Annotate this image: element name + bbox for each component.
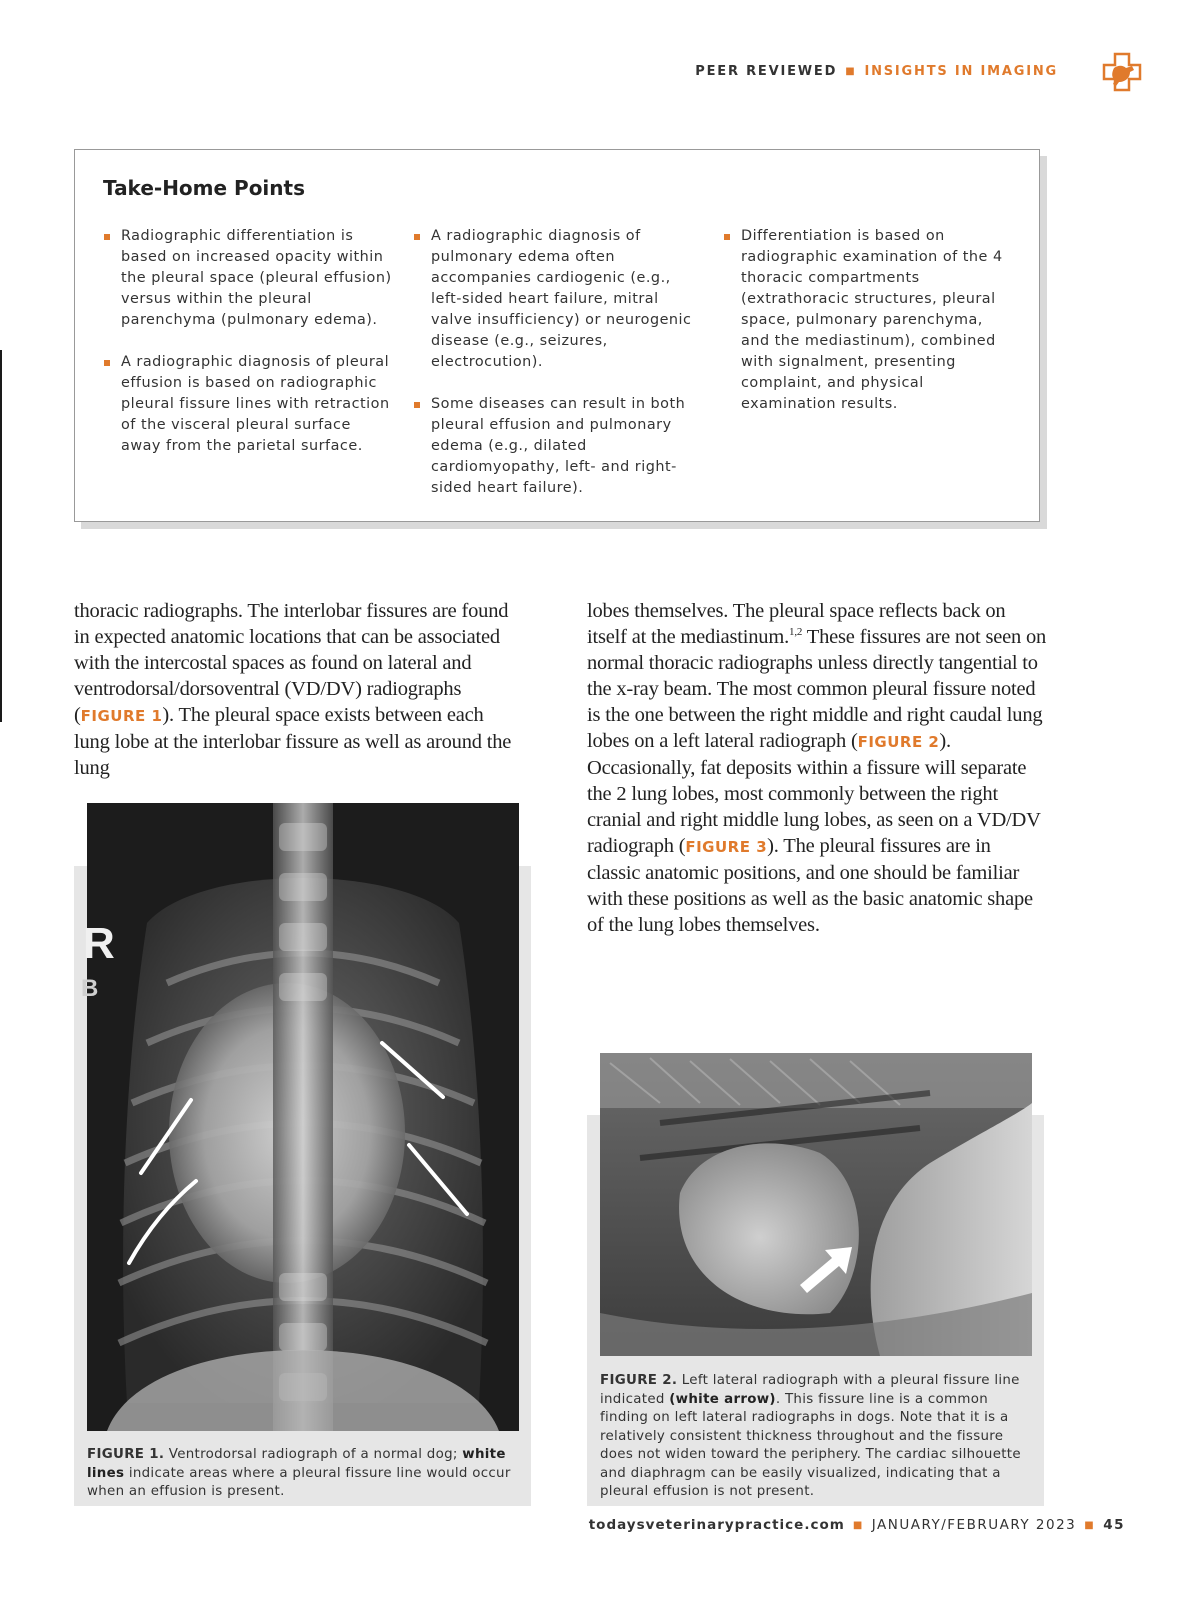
body-text: ). The pleural fissures are in classic anatomic positions, and one should be familiar with these positions as well as the basic anatomic shape of the lung lobes themselves.	[587, 835, 1033, 936]
take-home-title: Take-Home Points	[103, 176, 305, 200]
take-home-point: A radiographic diagnosis of pulmonary edema often accompanies cardiogenic (e.g., left-sided heart failure, mitral valve insufficiency) or neurogenic disease (e.g., seizures, electrocution).	[413, 226, 703, 373]
page-edge-line	[0, 350, 2, 722]
running-header	[695, 64, 1058, 79]
take-home-point: Some diseases can result in both pleural effusion and pulmonary edema (e.g., dilated cardiomyopathy, left- and right-sided heart failure).	[413, 394, 703, 499]
website-link[interactable]: todaysveterinarypractice.com	[588, 1517, 845, 1533]
figure-1-radiograph	[81, 803, 519, 1431]
header-separator: ■	[845, 66, 857, 77]
vet-cross-icon	[1098, 48, 1146, 96]
body-text: These fissures are not seen on normal thoracic radiographs unless directly tangential to the x-ray beam. The most common pleural fissure noted is the one between the right middle and right caudal lung lobes on a left lateral radiograph (	[587, 626, 1047, 752]
body-text-left	[74, 598, 524, 781]
body-text: ). Occasionally, fat deposits within a fissure will separate the 2 lung lobes, most commonly between the right cranial and right middle lung lobes, as seen on a VD/DV radiograph (	[587, 730, 1041, 857]
body-text: lobes themselves. The pleural space reflects back on itself at the mediastinum.	[587, 600, 1006, 648]
caption-text: Left lateral radiograph with a pleural fissure line indicated	[600, 1373, 1020, 1407]
page-number: 45	[1103, 1517, 1125, 1533]
figure-2-link[interactable]: FIGURE 2	[857, 733, 940, 751]
take-home-column-2	[413, 226, 703, 520]
footer-separator: ■	[852, 1519, 864, 1531]
figure-1-marker-b: B	[81, 975, 99, 1002]
take-home-point: Differentiation is based on radiographic examination of the 4 thoracic compartments (extrathoracic structures, pleural space, pulmonary parenchyma, and the mediastinum), combined with signalment, presenting complaint, and physical examination results.	[723, 226, 1013, 415]
caption-emphasis: white lines	[87, 1447, 506, 1481]
figure-1-caption	[87, 1446, 519, 1502]
take-home-point: Radiographic differentiation is based on increased opacity within the pleural space (pleural effusion) versus within the pleural parenchyma (pulmonary edema).	[103, 226, 393, 331]
caption-emphasis: (white arrow)	[669, 1391, 776, 1407]
figure-2-caption	[600, 1372, 1032, 1502]
citation-superscript[interactable]: 1,2	[789, 626, 803, 639]
figure-1-label: FIGURE 1.	[87, 1447, 165, 1462]
take-home-points-box	[74, 149, 1040, 522]
figure-1-marker-r: R	[83, 919, 115, 968]
footer-separator: ■	[1084, 1519, 1096, 1531]
figure-1-link[interactable]: FIGURE 1	[80, 707, 163, 725]
take-home-column-1	[103, 226, 393, 478]
issue-date: JANUARY/FEBRUARY 2023	[871, 1517, 1077, 1533]
column-label: INSIGHTS IN IMAGING	[864, 64, 1058, 79]
take-home-point: A radiographic diagnosis of pleural effusion is based on radiographic pleural fissure lines with retraction of the visceral pleural surface away from the parietal surface.	[103, 352, 393, 457]
section-label: PEER REVIEWED	[695, 64, 838, 79]
body-text: ). The pleural space exists between each lung lobe at the interlobar fissure as well as around the lung	[74, 704, 512, 779]
body-text-right	[587, 598, 1047, 938]
figure-2-radiograph	[600, 1053, 1032, 1356]
take-home-column-3	[723, 226, 1013, 436]
caption-text: . This fissure line is a common finding on left lateral radiographs in dogs. Note that it is a relatively consistent thickness throughout and the fissure does not widen toward the periphery. The cardiac silhouette and diaphragm can be easily visualized, indicating that a pleural effusion is not present.	[600, 1391, 1021, 1499]
caption-text: Ventrodorsal radiograph of a normal dog;	[164, 1447, 463, 1462]
figure-3-link[interactable]: FIGURE 3	[685, 838, 768, 856]
caption-text: indicate areas where a pleural fissure line would occur when an effusion is present.	[87, 1465, 511, 1499]
body-text: thoracic radiographs. The interlobar fissures are found in expected anatomic locations that can be associated with the intercostal spaces as found on lateral and ventrodorsal/dorsoventral (VD/DV) radiographs (	[74, 600, 509, 726]
running-footer	[589, 1517, 1125, 1533]
figure-2-label: FIGURE 2.	[600, 1373, 678, 1388]
